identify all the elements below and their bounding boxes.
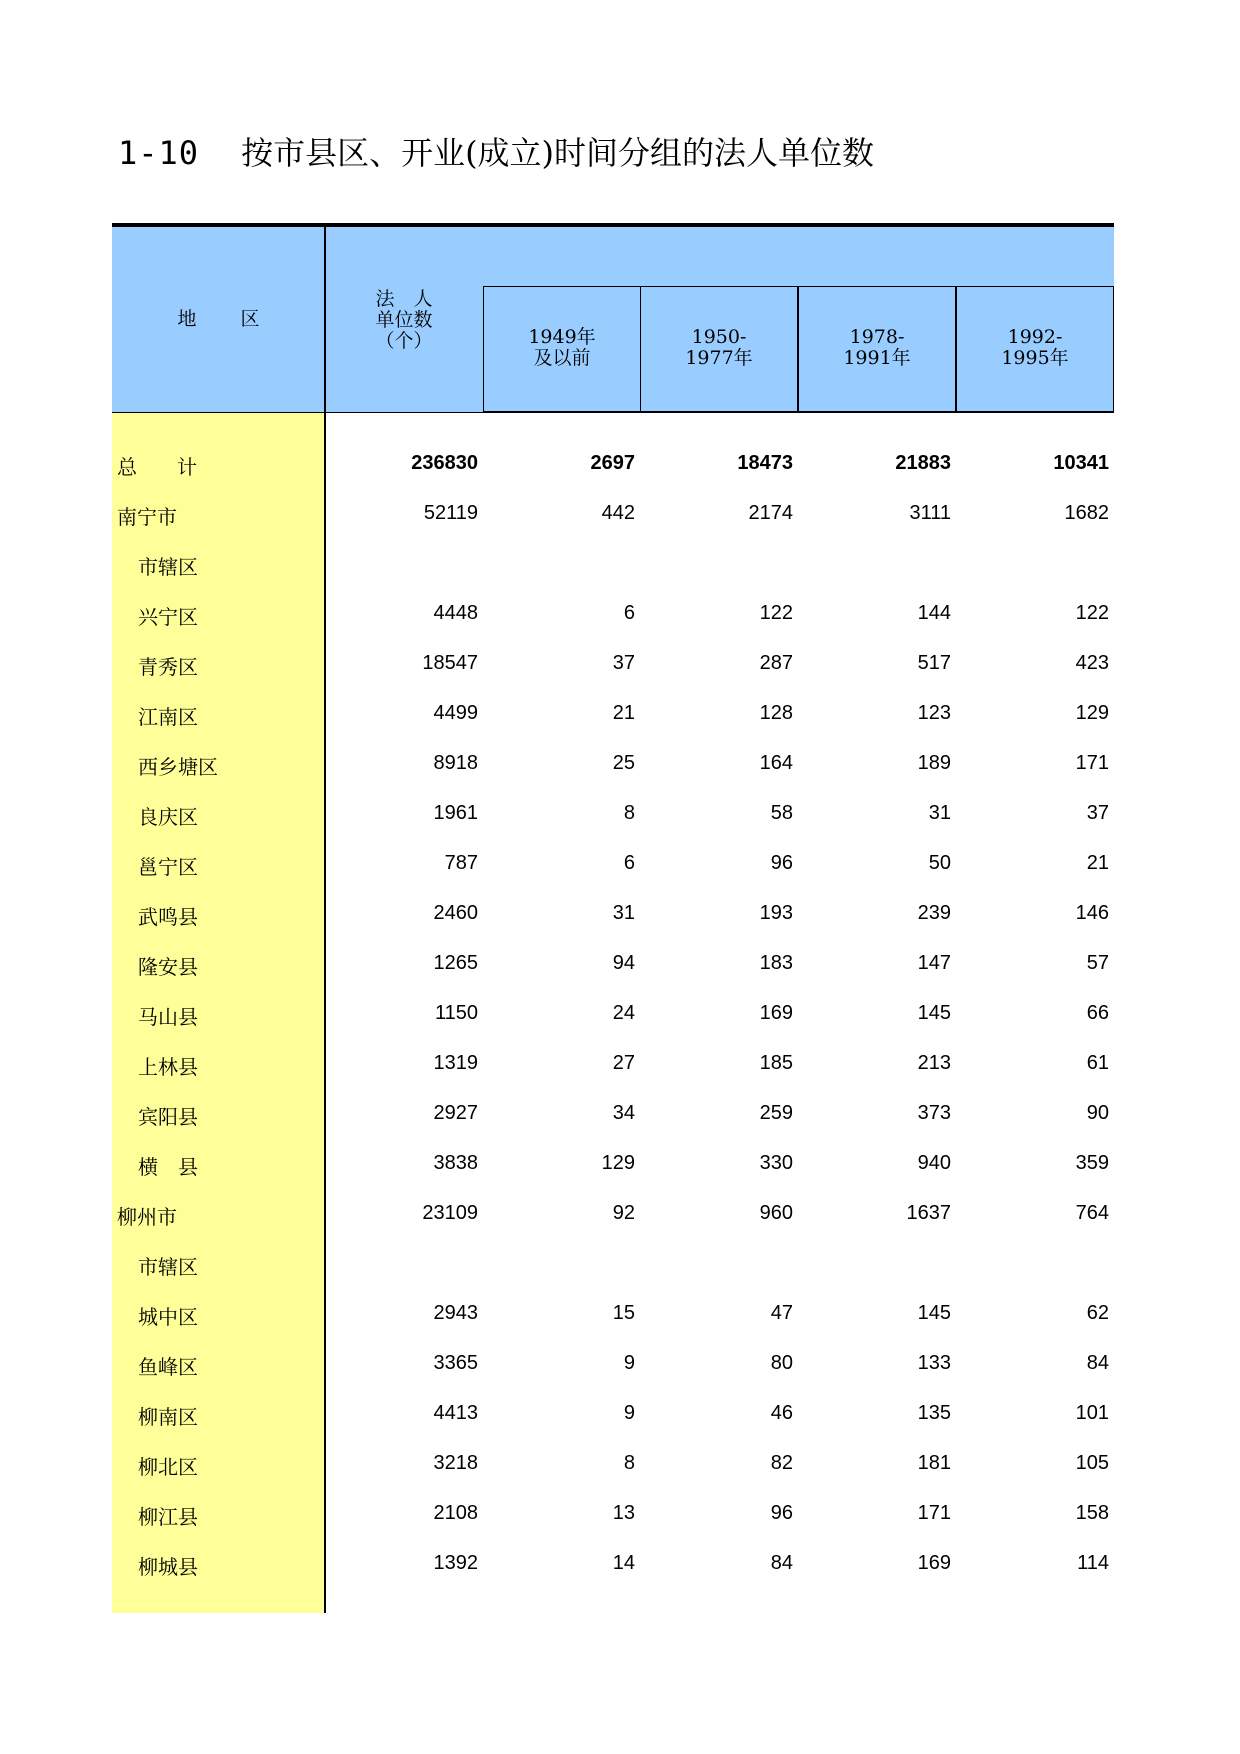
value-cell: 1637: [906, 1202, 951, 1224]
value-cell: 1682: [1064, 502, 1109, 524]
value-cell: 236830: [411, 452, 478, 474]
value-cell: 2697: [590, 452, 635, 474]
table-row: [112, 1488, 1114, 1538]
value-cell: 8918: [433, 752, 478, 774]
table-row: [112, 888, 1114, 938]
value-cell: 96: [770, 852, 793, 874]
value-cell: 62: [1086, 1302, 1109, 1324]
value-cell: 24: [612, 1002, 635, 1024]
value-cell: 171: [917, 1502, 951, 1524]
value-cell: 1150: [434, 1002, 478, 1024]
region-name: 西乡塘区: [138, 755, 218, 779]
value-cell: 9: [623, 1402, 635, 1424]
table-row: [112, 988, 1114, 1038]
region-name: 宾阳县: [138, 1105, 198, 1129]
value-cell: 960: [759, 1202, 793, 1224]
value-cell: 6: [623, 602, 635, 624]
value-cell: 3365: [433, 1352, 478, 1374]
value-cell: 144: [917, 602, 951, 624]
table-row: [112, 838, 1114, 888]
value-cell: 213: [917, 1052, 951, 1074]
value-cell: 8: [623, 1452, 635, 1474]
value-cell: 47: [770, 1302, 793, 1324]
value-cell: 145: [917, 1002, 951, 1024]
value-cell: 2460: [433, 902, 478, 924]
value-cell: 145: [917, 1302, 951, 1324]
region-name: 武鸣县: [138, 905, 198, 929]
value-cell: 8: [623, 802, 635, 824]
value-cell: 2927: [433, 1102, 478, 1124]
period-header-line2: 1977年: [685, 347, 753, 369]
region-name: 柳南区: [138, 1405, 198, 1429]
value-cell: 37: [1086, 802, 1109, 824]
value-cell: 84: [1086, 1352, 1109, 1374]
value-cell: 21883: [895, 452, 951, 474]
count-column-header: [325, 289, 483, 352]
count-header-line3: （个）: [375, 330, 433, 352]
count-header-line2: 单位数: [375, 309, 433, 331]
region-name: 兴宁区: [138, 605, 198, 629]
value-cell: 21: [1086, 852, 1109, 874]
value-cell: 158: [1075, 1502, 1109, 1524]
table-row: [112, 588, 1114, 638]
value-cell: 193: [759, 902, 793, 924]
table-row: [112, 738, 1114, 788]
region-name: 隆安县: [138, 955, 198, 979]
value-cell: 133: [917, 1352, 951, 1374]
table-row: [112, 1188, 1114, 1238]
value-cell: 23109: [422, 1202, 478, 1224]
value-cell: 57: [1086, 952, 1109, 974]
value-cell: 423: [1075, 652, 1109, 674]
value-cell: 96: [770, 1502, 793, 1524]
table-row: [112, 1038, 1114, 1088]
region-name: 市辖区: [138, 555, 198, 579]
value-cell: 31: [612, 902, 635, 924]
value-cell: 185: [759, 1052, 793, 1074]
table-row: [112, 1288, 1114, 1338]
table-row: [112, 1438, 1114, 1488]
table-row: [112, 1088, 1114, 1138]
area-header-part2: 区: [240, 308, 260, 330]
value-cell: 10341: [1053, 452, 1109, 474]
value-cell: 2174: [748, 502, 793, 524]
value-cell: 90: [1086, 1102, 1109, 1124]
value-cell: 123: [917, 702, 951, 724]
table-row: [112, 538, 1114, 588]
value-cell: 4499: [433, 702, 478, 724]
table-row: [112, 438, 1114, 488]
table-number: 1-10: [118, 134, 200, 172]
period-header-line2: 1995年: [1001, 347, 1069, 369]
area-header-part1: 地: [177, 308, 197, 330]
period-header-line2: 1991年: [843, 347, 911, 369]
table-title: 按市县区、开业(成立)时间分组的法人单位数: [241, 134, 875, 172]
table-row: [112, 1138, 1114, 1188]
value-cell: 80: [770, 1352, 793, 1374]
value-cell: 330: [759, 1152, 793, 1174]
value-cell: 27: [612, 1052, 635, 1074]
value-cell: 6: [623, 852, 635, 874]
value-cell: 3838: [433, 1152, 478, 1174]
value-cell: 128: [759, 702, 793, 724]
value-cell: 129: [601, 1152, 635, 1174]
table-row: [112, 1538, 1114, 1588]
period-header-1978-1991: [798, 286, 956, 412]
data-table: [112, 223, 1114, 1613]
region-name: 柳城县: [138, 1555, 198, 1579]
value-cell: 21: [612, 702, 635, 724]
region-name: 良庆区: [138, 805, 198, 829]
page-title: [118, 128, 874, 174]
value-cell: 764: [1075, 1202, 1109, 1224]
value-cell: 164: [759, 752, 793, 774]
value-cell: 940: [917, 1152, 951, 1174]
value-cell: 4448: [433, 602, 478, 624]
value-cell: 84: [770, 1552, 793, 1574]
value-cell: 18547: [422, 652, 478, 674]
value-cell: 25: [612, 752, 635, 774]
value-cell: 114: [1077, 1552, 1109, 1574]
value-cell: 517: [917, 652, 951, 674]
value-cell: 135: [917, 1402, 951, 1424]
value-cell: 15: [612, 1302, 635, 1324]
value-cell: 14: [612, 1552, 635, 1574]
value-cell: 61: [1086, 1052, 1109, 1074]
value-cell: 122: [1075, 602, 1109, 624]
value-cell: 1392: [433, 1552, 478, 1574]
value-cell: 18473: [737, 452, 793, 474]
value-cell: 146: [1075, 902, 1109, 924]
region-name: 南宁市: [117, 505, 177, 529]
period-header-1950-1977: [640, 286, 798, 412]
value-cell: 359: [1075, 1152, 1109, 1174]
value-cell: 1961: [433, 802, 478, 824]
value-cell: 373: [917, 1102, 951, 1124]
value-cell: 183: [759, 952, 793, 974]
value-cell: 31: [928, 802, 951, 824]
value-cell: 259: [759, 1102, 793, 1124]
value-cell: 101: [1075, 1402, 1109, 1424]
region-name: 江南区: [138, 705, 198, 729]
value-cell: 181: [917, 1452, 951, 1474]
value-cell: 787: [444, 852, 478, 874]
region-name: 柳北区: [138, 1455, 198, 1479]
value-cell: 2943: [433, 1302, 478, 1324]
value-cell: 105: [1075, 1452, 1109, 1474]
region-name: 邕宁区: [138, 855, 198, 879]
region-name: 柳江县: [138, 1505, 198, 1529]
value-cell: 287: [759, 652, 793, 674]
table-row: [112, 938, 1114, 988]
period-header-line1: 1992-: [1007, 326, 1063, 348]
value-cell: 58: [770, 802, 793, 824]
region-name: 鱼峰区: [138, 1355, 198, 1379]
value-cell: 129: [1075, 702, 1109, 724]
value-cell: 1265: [433, 952, 478, 974]
region-name: 总 计: [117, 455, 197, 479]
region-name: 市辖区: [138, 1255, 198, 1279]
value-cell: 9: [623, 1352, 635, 1374]
region-name: 横 县: [138, 1155, 198, 1179]
value-cell: 3111: [909, 502, 951, 524]
region-name: 马山县: [138, 1005, 198, 1029]
region-name: 上林县: [138, 1055, 198, 1079]
value-cell: 13: [612, 1502, 635, 1524]
value-cell: 82: [770, 1452, 793, 1474]
value-cell: 37: [612, 652, 635, 674]
area-column-header: [112, 309, 325, 330]
region-name: 城中区: [138, 1305, 198, 1329]
value-cell: 189: [917, 752, 951, 774]
table-row: [112, 688, 1114, 738]
value-cell: 92: [612, 1202, 635, 1224]
value-cell: 46: [770, 1402, 793, 1424]
value-cell: 3218: [433, 1452, 478, 1474]
period-header-line1: 1949年: [528, 326, 596, 348]
value-cell: 66: [1086, 1002, 1109, 1024]
table-row: [112, 788, 1114, 838]
period-header-1992-1995: [956, 286, 1114, 412]
value-cell: 34: [612, 1102, 635, 1124]
table-row: [112, 1238, 1114, 1288]
value-cell: 169: [759, 1002, 793, 1024]
period-header-1949: [483, 286, 641, 412]
value-cell: 122: [759, 602, 793, 624]
table-row: [112, 1388, 1114, 1438]
value-cell: 442: [601, 502, 635, 524]
value-cell: 169: [917, 1552, 951, 1574]
table-row: [112, 488, 1114, 538]
region-name: 青秀区: [138, 655, 198, 679]
value-cell: 2108: [433, 1502, 478, 1524]
value-cell: 52119: [423, 502, 478, 524]
table-row: [112, 638, 1114, 688]
value-cell: 239: [917, 902, 951, 924]
region-name: 柳州市: [117, 1205, 177, 1229]
table-row: [112, 1338, 1114, 1388]
value-cell: 171: [1075, 752, 1109, 774]
value-cell: 147: [917, 952, 951, 974]
value-cell: 50: [928, 852, 951, 874]
period-header-line1: 1950-: [691, 326, 747, 348]
value-cell: 4413: [433, 1402, 478, 1424]
header-bottom-border: [112, 412, 1114, 413]
count-header-line1: 法 人: [375, 288, 433, 310]
value-cell: 94: [612, 952, 635, 974]
period-header-line2: 及以前: [533, 347, 591, 369]
period-header-line1: 1978-: [849, 326, 905, 348]
value-cell: 1319: [433, 1052, 478, 1074]
